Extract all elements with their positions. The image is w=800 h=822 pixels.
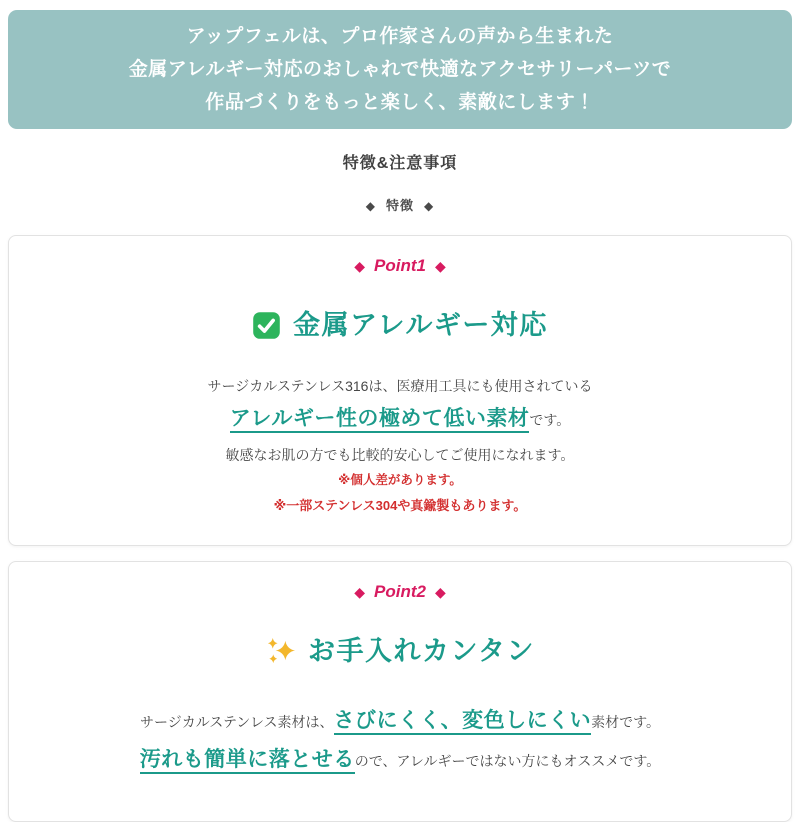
card2-body-line1 (9, 706, 791, 737)
card2-line2-emphasis: 汚れも簡単に落とせる (140, 748, 355, 774)
point2-heading (9, 581, 791, 603)
card2-title-row (9, 633, 791, 669)
sparkles-icon (265, 636, 296, 667)
card1-body-line2: 敏感なお肌の方でも比較的安心してご使用になれます。 (225, 447, 575, 463)
card2-line1-emphasis: さびにくく、変色しにくい (334, 709, 592, 735)
card1-note2: ※一部ステンレス304や真鍮製もあります。 (273, 498, 527, 513)
checkbox-check-icon (252, 311, 281, 340)
card1-title: 金属アレルギー対応 (293, 310, 548, 340)
card1-body-line1: サージカルステンレス316は、医療用工具にも使用されている (207, 378, 593, 394)
section-title: 特徴&注意事項 (342, 155, 458, 172)
banner-line-1: アップフェルは、プロ作家さんの声から生まれた (186, 26, 614, 47)
point1-label: Point1 (374, 256, 426, 275)
diamond-icon: ◆ (434, 258, 446, 274)
feature-card-point2 (8, 561, 792, 822)
card2-line1-head: サージカルステンレス素材は、 (139, 714, 334, 730)
card1-title-row (9, 307, 791, 343)
intro-banner (8, 10, 792, 129)
card1-emphasis-tail: です。 (529, 412, 571, 428)
card1-emphasis-text: アレルギー性の極めて低い素材 (230, 407, 530, 433)
card2-line1-tail: 素材です。 (591, 714, 661, 730)
diamond-icon: ◆ (365, 199, 376, 213)
card2-title: お手入れカンタン (308, 636, 535, 666)
diamond-icon: ◆ (354, 584, 366, 600)
card1-emphasis-line (9, 405, 791, 435)
card2-body-line2 (9, 745, 791, 776)
diamond-icon: ◆ (424, 199, 435, 213)
card2-line2-tail: ので、アレルギーではない方にもオススメです。 (354, 753, 661, 769)
diamond-icon: ◆ (434, 584, 446, 600)
banner-line-2: 金属アレルギー対応のおしゃれで快適なアクセサリーパーツで (128, 59, 672, 80)
point1-heading (9, 255, 791, 277)
banner-line-3: 作品づくりをもっと楽しく、素敵にします！ (205, 92, 595, 113)
section-subtitle-label: 特徴 (385, 198, 414, 213)
point2-label: Point2 (374, 582, 426, 601)
feature-card-point1 (8, 235, 792, 546)
card1-note1: ※個人差があります。 (338, 473, 462, 487)
diamond-icon: ◆ (354, 258, 366, 274)
product-description-page (0, 10, 800, 822)
section-subtitle (0, 195, 800, 214)
